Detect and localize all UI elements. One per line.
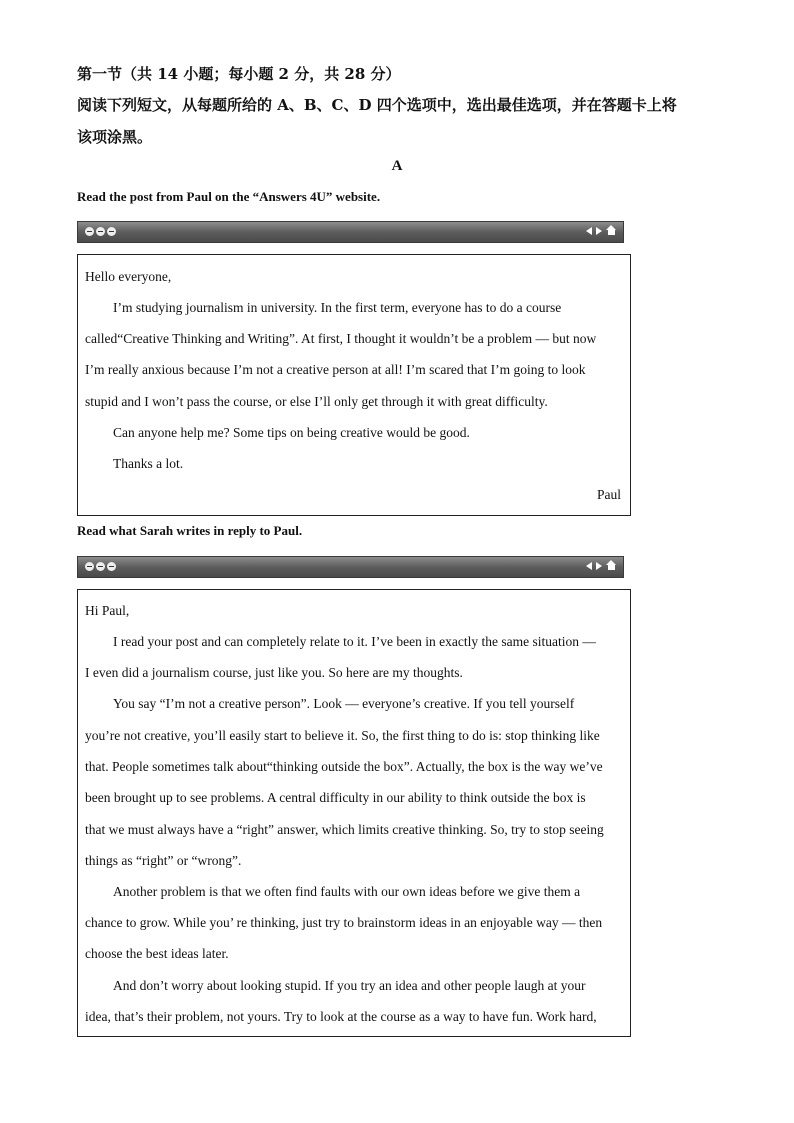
post-line: idea, that’s their problem, not yours. Try to look at the course as a way to have fun. Work hard,: [85, 1009, 597, 1024]
post-line: You say “I’m not a creative person”. Look — everyone’s creative. If you tell yourself: [113, 696, 575, 711]
post-line: I’m studying journalism in university. In the first term, everyone has to do a course: [113, 300, 562, 315]
browser-toolbar: [77, 556, 624, 578]
minimize-icon[interactable]: [85, 227, 94, 236]
maximize-icon[interactable]: [96, 227, 105, 236]
sarah-reply: [77, 589, 631, 1037]
post-line: Hello everyone,: [85, 269, 172, 284]
home-icon[interactable]: [606, 560, 617, 571]
post-line: choose the best ideas later.: [85, 946, 229, 961]
post-line: that. People sometimes talk about“thinking outside the box”. Actually, the box is the way we’ve: [85, 759, 603, 774]
post-line: I even did a journalism course, just like you. So here are my thoughts.: [85, 665, 463, 680]
post-line: things as “right” or “wrong”.: [85, 853, 242, 868]
passage-label: A: [391, 158, 403, 174]
forward-arrow-icon[interactable]: [596, 562, 602, 570]
window-controls: [85, 227, 116, 236]
intro-paul-post: Read the post from Paul on the “Answers 4U” website.: [77, 189, 381, 204]
close-icon[interactable]: [107, 227, 116, 236]
forward-arrow-icon[interactable]: [596, 227, 602, 235]
post-signature: Paul: [596, 487, 621, 502]
post-line: Hi Paul,: [85, 603, 130, 618]
window-controls: [85, 562, 116, 571]
post-line: you’re not creative, you’ll easily start to believe it. So, the first thing to do is: stop thinking like: [85, 728, 600, 743]
section-header: 第一节（共 14 小题；每小题 2 分，共 28 分）: [77, 65, 401, 83]
post-line: Thanks a lot.: [113, 456, 184, 471]
browser-nav: [586, 225, 617, 236]
post-line: been brought up to see problems. A central difficulty in our ability to think outside the box is: [85, 790, 586, 805]
back-arrow-icon[interactable]: [586, 227, 592, 235]
minimize-icon[interactable]: [85, 562, 94, 571]
instruction-line: 该项涂黑。: [77, 128, 153, 146]
post-line: I’m really anxious because I’m not a creative person at all! I’m scared that I’m going to look: [85, 362, 586, 377]
maximize-icon[interactable]: [96, 562, 105, 571]
paul-post: [77, 254, 631, 516]
browser-toolbar: [77, 221, 624, 243]
post-line: Can anyone help me? Some tips on being creative would be good.: [113, 425, 470, 440]
browser-nav: [586, 560, 617, 571]
home-icon[interactable]: [606, 225, 617, 236]
post-line: And don’t worry about looking stupid. If you try an idea and other people laugh at your: [113, 978, 586, 993]
post-line: I read your post and can completely relate to it. I’ve been in exactly the same situation —: [113, 634, 596, 649]
post-line: stupid and I won’t pass the course, or else I’ll only get through it with great difficulty.: [85, 394, 548, 409]
post-line: that we must always have a “right” answer, which limits creative thinking. So, try to stop seeing: [85, 822, 604, 837]
instruction-line: 阅读下列短文，从每题所给的 A、B、C、D 四个选项中，选出最佳选项，并在答题卡上将: [77, 96, 677, 114]
post-line: chance to grow. While you’ re thinking, just try to brainstorm ideas in an enjoyable way — then: [85, 915, 603, 930]
post-line: Another problem is that we often find faults with our own ideas before we give them a: [113, 884, 581, 899]
post-line: called“Creative Thinking and Writing”. At first, I thought it wouldn’t be a problem — but now: [85, 331, 597, 346]
intro-sarah-reply: Read what Sarah writes in reply to Paul.: [77, 523, 303, 538]
close-icon[interactable]: [107, 562, 116, 571]
back-arrow-icon[interactable]: [586, 562, 592, 570]
